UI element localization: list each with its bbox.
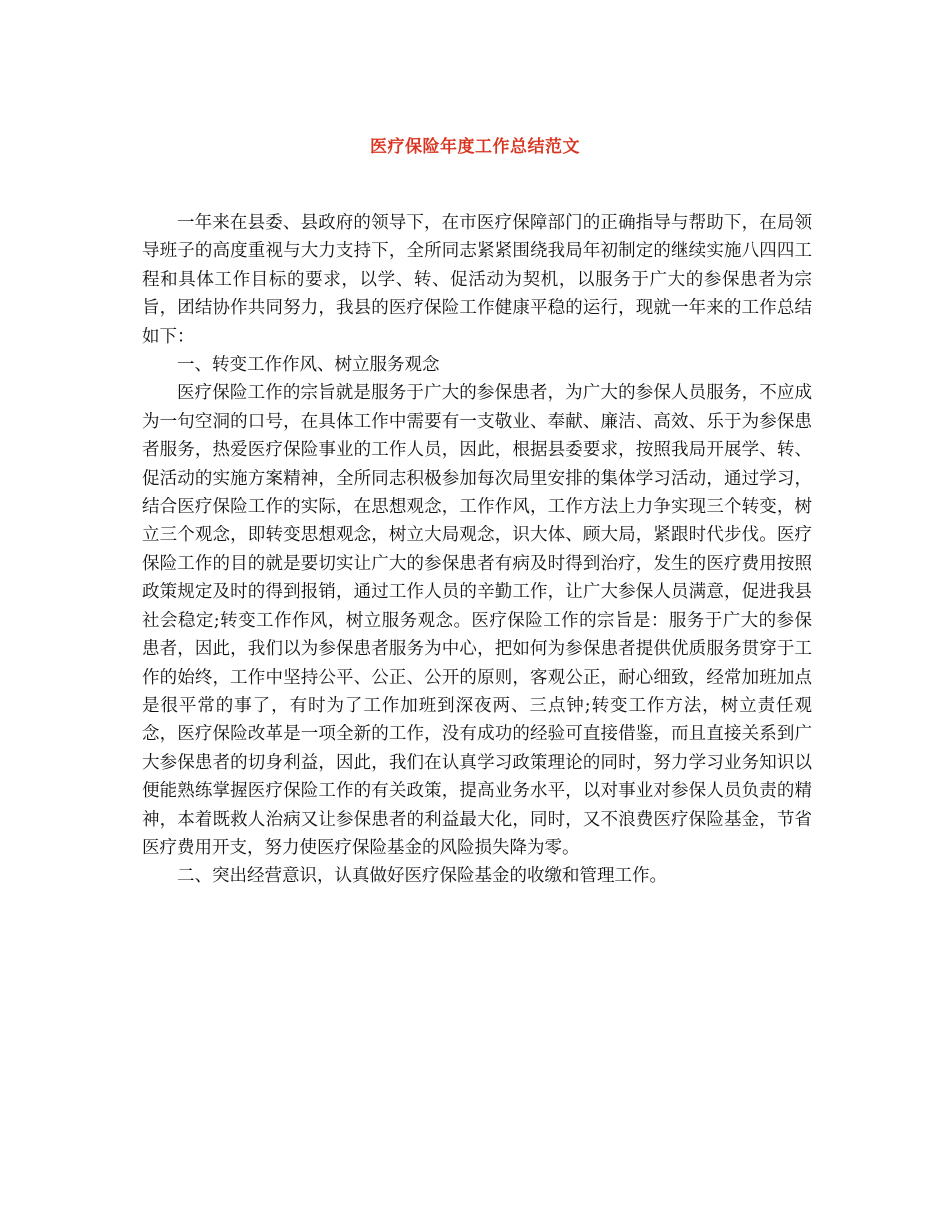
section-heading-2: 二、突出经营意识，认真做好医疗保险基金的收缴和管理工作。 — [177, 866, 667, 887]
paragraph-intro: 一年来在县委、县政府的领导下，在市医疗保障部门的正确指导与帮助下，在局领导班子的高度重视与大力支持下，全所同志紧紧围绕我局年初制定的继续实施八四四工程和具体工作目标的要求，以学、转、促活动为契机，以服务于广大的参保患者为宗旨，团结协作共同努力，我县的医疗保险工作健康平稳的运行，现就一年来的工作总结如下： — [142, 213, 812, 347]
paragraph-section-1: 医疗保险工作的宗旨就是服务于广大的参保患者，为广大的参保人员服务，不应成为一句空洞的口号，在具体工作中需要有一支敬业、奉献、廉洁、高效、乐于为参保患者服务，热爱医疗保险事业的工作人员，因此，根据县委要求，按照我局开展学、转、促活动的实施方案精神，全所同志积极参加每次局里安排的集体学习活动，通过学习，结合医疗保险工作的实际，在思想观念，工作作风，工作方法上力争实现三个转变，树立三个观念，即转变思想观念，树立大局观念，识大体、顾大局，紧跟时代步伐。医疗保险工作的目的就是要切实让广大的参保患者有病及时得到治疗，发生的医疗费用按照政策规定及时的得到报销，通过工作人员的辛勤工作，让广大参保人员满意，促进我县社会稳定;转变工作作风，树立服务观念。医疗保险工作的宗旨是：服务于广大的参保患者，因此，我们以为参保患者服务为中心，把如何为参保患者提供优质服务贯穿于工作的始终，工作中坚持公平、公正、公开的原则，客观公正，耐心细致，经常加班加点是很平常的事了，有时为了工作加班到深夜两、三点钟;转变工作方法，树立责任观念，医疗保险改革是一项全新的工作，没有成功的经验可直接借鉴，而且直接关系到广大参保患者的切身利益，因此，我们在认真学习政策理论的同时，努力学习业务知识以便能熟练掌握医疗保险工作的有关政策，提高业务水平，以对事业对参保人员负责的精神，本着既救人治病又让参保患者的利益最大化，同时，又不浪费医疗保险基金，节省医疗费用开支，努力使医疗保险基金的风险损失降为零。 — [142, 383, 812, 858]
document-title: 医疗保险年度工作总结范文 — [370, 137, 580, 157]
document-body — [142, 209, 812, 891]
section-heading-1: 一、转变工作作风、树立服务观念 — [177, 355, 440, 376]
